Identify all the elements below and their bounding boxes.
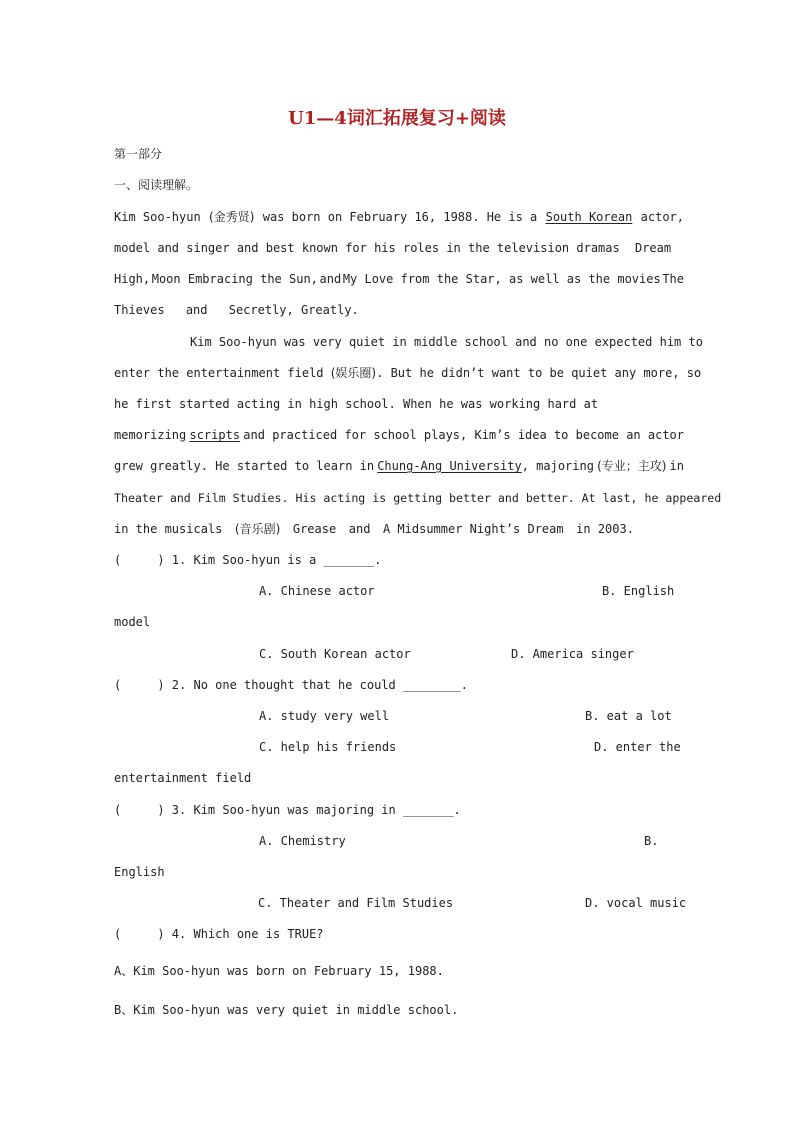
text-span: Thieves xyxy=(114,303,165,317)
text-span: in xyxy=(669,459,684,473)
text-span: and xyxy=(319,272,342,286)
option-d: D. vocal music xyxy=(585,896,687,910)
option-d-wrap: entertainment field xyxy=(114,771,252,785)
page-title: U1—4词汇拓展复习+阅读 xyxy=(288,108,506,129)
passage-line xyxy=(114,240,672,256)
text-span: in the musicals xyxy=(114,522,223,536)
option-b-wrap: model xyxy=(114,615,151,629)
option-a: A、Kim Soo-hyun was born on February 15, 1988. xyxy=(114,964,444,978)
underlined-term: scripts xyxy=(189,428,241,442)
option-a: A. Chinese actor xyxy=(259,584,375,598)
text-span: in 2003. xyxy=(576,522,634,536)
passage-line xyxy=(114,365,702,381)
option-c: C. help his friends xyxy=(259,740,397,754)
option-b: B. English xyxy=(602,584,675,598)
text-span: and practiced for school plays, Kim’s idea to become an actor xyxy=(243,428,684,442)
text-span: (娱乐圈) xyxy=(330,366,377,380)
text-span: and xyxy=(185,303,208,317)
option-c: C. Theater and Film Studies xyxy=(258,896,454,910)
passage-line xyxy=(114,521,634,537)
text-span: My Love from the Star, as well as the movies xyxy=(342,272,661,286)
option-b: B. eat a lot xyxy=(585,709,672,723)
question-stem: ( ) 1. Kim Soo-hyun is a _______. xyxy=(114,553,382,567)
option-b: B、Kim Soo-hyun was very quiet in middle school. xyxy=(114,1003,459,1017)
section-heading: 一、阅读理解。 xyxy=(114,178,199,192)
option-b: B. xyxy=(644,834,659,848)
underlined-term: Chung-Ang University xyxy=(377,459,522,473)
text-span: was born on February 16, 1988. He is a xyxy=(262,210,538,224)
text-span: A Midsummer Night’s Dream xyxy=(382,522,564,536)
text-span: Kim Soo-hyun xyxy=(114,210,201,224)
option-c: C. South Korean actor xyxy=(259,647,411,661)
option-d: D. enter the xyxy=(594,740,681,754)
text-span: and xyxy=(348,522,371,536)
passage-line xyxy=(114,427,684,443)
text-span: Dream xyxy=(634,241,672,255)
text-span: (金秀贤) xyxy=(209,210,255,224)
text-span: actor, xyxy=(640,210,684,224)
passage-line: Theater and Film Studies. His acting is getting better and better. At last, he appeared xyxy=(114,491,722,505)
text-span: (专业；主攻) xyxy=(597,459,667,473)
text-span: memorizing xyxy=(114,428,187,442)
passage-line xyxy=(114,209,684,225)
text-span: High, xyxy=(114,272,151,286)
text-span: The xyxy=(662,272,684,286)
option-b-wrap: English xyxy=(114,865,165,879)
text-span: enter the entertainment field xyxy=(114,366,324,380)
text-span: Secretly, Greatly. xyxy=(228,303,359,317)
text-span: . But he didn’t want to be quiet any more, so xyxy=(376,366,702,380)
passage-line: he first started acting in high school. When he was working hard at xyxy=(114,397,599,411)
passage-line xyxy=(114,458,684,474)
text-span: (音乐剧) xyxy=(234,522,281,536)
passage-line xyxy=(114,271,684,287)
text-span: Moon Embracing the Sun, xyxy=(151,272,318,286)
text-span: model and singer and best known for his roles in the television dramas xyxy=(114,241,620,255)
passage-line: Kim Soo-hyun was very quiet in middle school and no one expected him to xyxy=(190,335,703,349)
text-span: , majoring xyxy=(521,459,594,473)
question-stem: ( ) 4. Which one is TRUE? xyxy=(114,927,324,941)
option-a: A. Chemistry xyxy=(259,834,346,848)
option-a: A. study very well xyxy=(259,709,390,723)
underlined-term: South Korean xyxy=(545,210,633,224)
option-d: D. America singer xyxy=(511,647,634,661)
question-stem: ( ) 3. Kim Soo-hyun was majoring in _______. xyxy=(114,803,461,817)
passage-line xyxy=(114,302,684,318)
text-span: Grease xyxy=(292,522,337,536)
question-stem: ( ) 2. No one thought that he could ________. xyxy=(114,678,469,692)
text-span: grew greatly. He started to learn in xyxy=(114,459,375,473)
part-heading: 第一部分 xyxy=(114,147,163,161)
